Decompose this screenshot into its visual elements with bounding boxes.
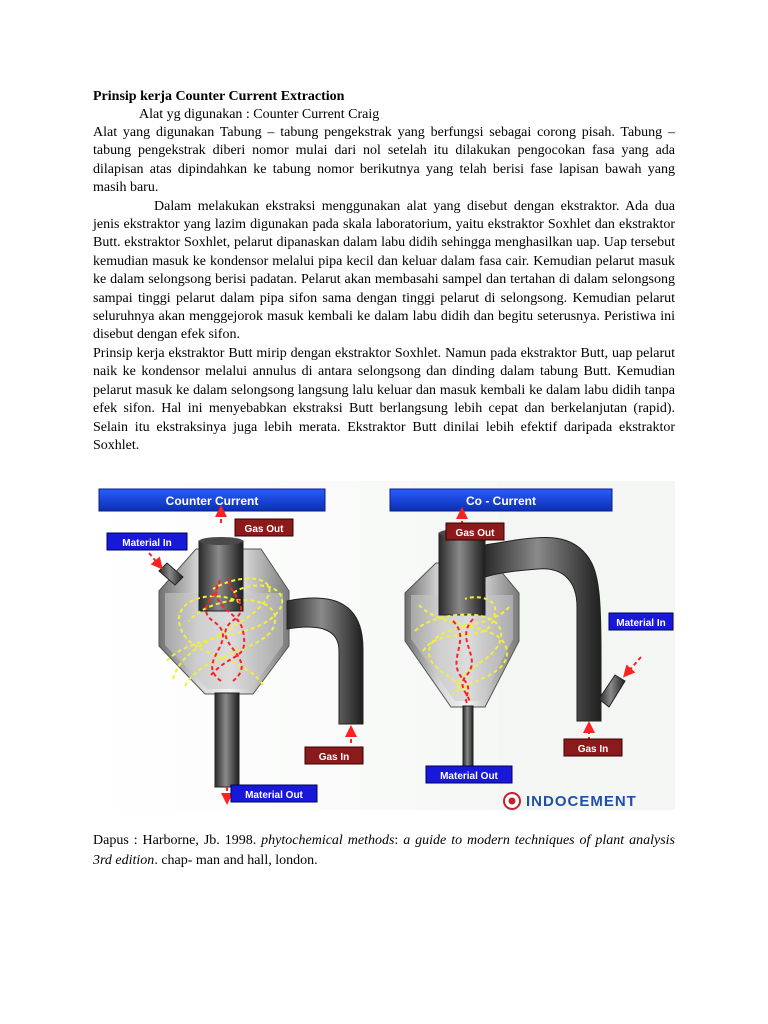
- document-body: [93, 88, 675, 455]
- left-material-out-pipe: [215, 693, 239, 787]
- counter-current-title: Counter Current: [165, 494, 259, 508]
- reference-subtitle: a guide to modern techniques of plant analysis 3rd edition: [93, 833, 675, 868]
- document-subtitle: Alat yg digunakan : Counter Current Craig: [139, 107, 380, 122]
- co-current-title: Co - Current: [466, 494, 536, 508]
- indocement-logo-text: INDOCEMENT: [526, 793, 637, 810]
- right-gas-in-label: Gas In: [577, 744, 609, 755]
- indocement-logo-icon-center: [509, 798, 516, 805]
- right-material-out-pipe: [463, 706, 473, 770]
- right-gas-out-label: Gas Out: [455, 528, 495, 539]
- paragraph-1: Alat yang digunakan Tabung – tabung pengekstrak yang berfungsi sebagai corong pisah. Tabung – tabung pengekstrak diberi nomor mulai dari nol setelah itu dilakukan pengocokan fasa yang ada dilapisan atas dipindahkan ke tabung nomor berikutnya yang telah berisi fase lapisan bawah yang masih baru.: [93, 125, 675, 196]
- reference-suffix: . chap- man and hall, london.: [154, 853, 318, 868]
- left-material-out-label: Material Out: [245, 790, 303, 801]
- extraction-diagram: [93, 481, 675, 810]
- left-material-in-label: Material In: [122, 538, 172, 549]
- reference-separator: :: [394, 833, 399, 848]
- left-gas-in-label: Gas In: [318, 752, 350, 763]
- paragraph-3: Prinsip kerja ekstraktor Butt mirip dengan ekstraktor Soxhlet. Namun pada ekstraktor Butt, uap pelarut naik ke kondensor melalui annulus di antara selongsong dan dinding dalam tabung Butt. Kemudian pelarut masuk ke dalam selongsong langsung lalu keluar dan masuk kembali ke dalam labu didih tanpa efek sifon. Hal ini menyebabkan ekstraksi Butt berlangsung lebih cepat dan berkelanjutan (rapid). Selain itu ekstraksinya juga lebih merata. Ekstraktor Butt dinilai lebih efektif daripada ekstraktor Soxhlet.: [93, 345, 675, 453]
- right-gas-out-pipe: [439, 533, 485, 615]
- reference: [93, 831, 675, 871]
- document-title: Prinsip kerja Counter Current Extraction: [93, 89, 345, 104]
- reference-prefix: Dapus : Harborne, Jb. 1998.: [93, 833, 257, 848]
- left-gas-out-pipe-top: [199, 537, 243, 545]
- left-gas-out-label: Gas Out: [244, 524, 284, 535]
- reference-title: phytochemical methods: [261, 833, 395, 848]
- right-material-out-label: Material Out: [440, 771, 498, 782]
- paragraph-2: Dalam melakukan ekstraksi menggunakan alat yang disebut dengan ekstraktor. Ada dua jenis ekstraktor yang lazim digunakan pada skala laboratorium, yaitu ekstraktor Soxhlet dan ekstraktor Butt. ekstraktor Soxhlet, pelarut dipanaskan dalam labu didih sehingga menghasilkan uap. Uap tersebut kemudian masuk ke kondensor melalui pipa kecil dan keluar dalam fasa cair. Kemudian pelarut masuk ke dalam selongsong berisi padatan. Pelarut akan membasahi sampel dan tertahan di dalam selongsong sampai tinggi pelarut dalam pipa sifon sama dengan tinggi pelarut di selongsong. Kemudian pelarut seluruhnya akan menggejorok masuk kembali ke dalam labu didih dan begitu seterusnya. Peristiwa ini disebut dengan efek sifon.: [93, 198, 675, 343]
- right-material-in-label: Material In: [616, 618, 666, 629]
